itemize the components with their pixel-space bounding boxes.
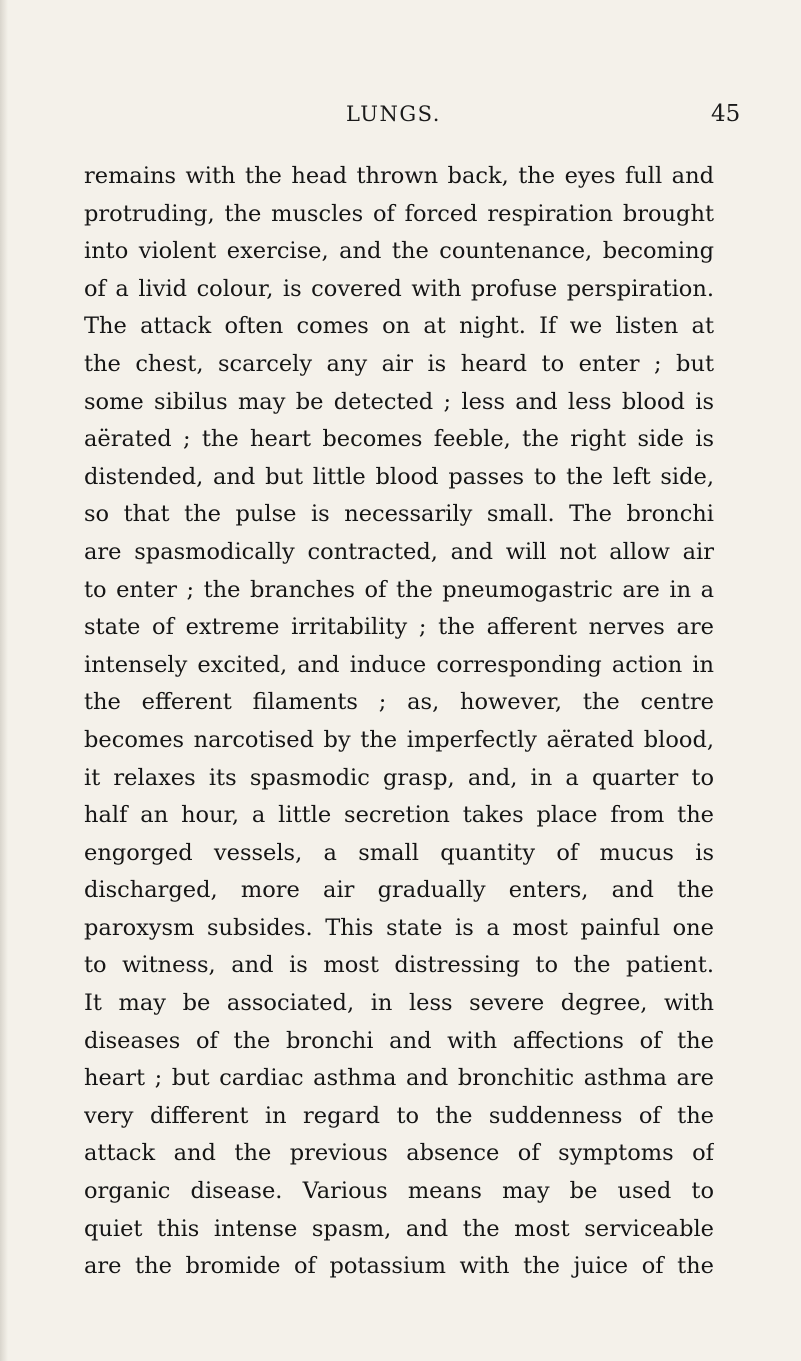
- text-line: paroxysm subsides. This state is a most painful one: [84, 914, 714, 941]
- text-line: state of extreme irritability ; the afferent nerves are: [84, 614, 714, 641]
- text-line: organic disease. Various means may be used to: [84, 1178, 714, 1205]
- body-paragraph: [84, 158, 714, 1286]
- text-line: it relaxes its spasmodic grasp, and, in a quarter to: [84, 764, 714, 791]
- text-line: so that the pulse is necessarily small. The bronchi: [84, 501, 714, 528]
- text-line: becomes narcotised by the imperfectly aërated blood,: [84, 726, 714, 753]
- page-number: 45: [711, 101, 741, 127]
- page-gutter: [0, 0, 8, 1361]
- text-line: remains with the head thrown back, the eyes full and: [84, 163, 714, 189]
- text-line: The attack often comes on at night. If we listen at: [84, 313, 714, 340]
- text-line: intensely excited, and induce corresponding action in: [84, 651, 714, 678]
- text-line: into violent exercise, and the countenance, becoming: [84, 238, 714, 265]
- text-line: quiet this intense spasm, and the most serviceable: [84, 1215, 714, 1242]
- text-line: some sibilus may be detected ; less and less blood is: [84, 388, 714, 415]
- text-line: aërated ; the heart becomes feeble, the right side is: [84, 426, 714, 453]
- text-line: of a livid colour, is covered with profuse perspiration.: [84, 275, 714, 302]
- text-line: the chest, scarcely any air is heard to enter ; but: [84, 350, 714, 377]
- text-line: to witness, and is most distressing to the patient.: [84, 952, 714, 979]
- text-line: half an hour, a little secretion takes place from the: [84, 802, 714, 829]
- text-line: discharged, more air gradually enters, and the: [84, 877, 714, 904]
- text-line: It may be associated, in less severe degree, with: [84, 990, 714, 1017]
- text-line: to enter ; the branches of the pneumogastric are in a: [84, 576, 714, 603]
- text-line: engorged vessels, a small quantity of mucus is: [84, 839, 714, 866]
- text-line: distended, and but little blood passes to the left side,: [84, 463, 714, 490]
- text-line: are the bromide of potassium with the juice of the: [84, 1253, 714, 1280]
- text-line: diseases of the bronchi and with affections of the: [84, 1027, 714, 1054]
- text-line: heart ; but cardiac asthma and bronchitic asthma are: [84, 1065, 714, 1092]
- text-line: the efferent filaments ; as, however, the centre: [84, 689, 714, 716]
- text-line: protruding, the muscles of forced respiration brought: [84, 200, 714, 227]
- running-head: [0, 96, 801, 136]
- text-line: attack and the previous absence of symptoms of: [84, 1140, 714, 1167]
- running-title: LUNGS.: [346, 102, 441, 126]
- text-line: are spasmodically contracted, and will not allow air: [84, 538, 714, 565]
- text-line: very different in regard to the suddenness of the: [84, 1102, 714, 1129]
